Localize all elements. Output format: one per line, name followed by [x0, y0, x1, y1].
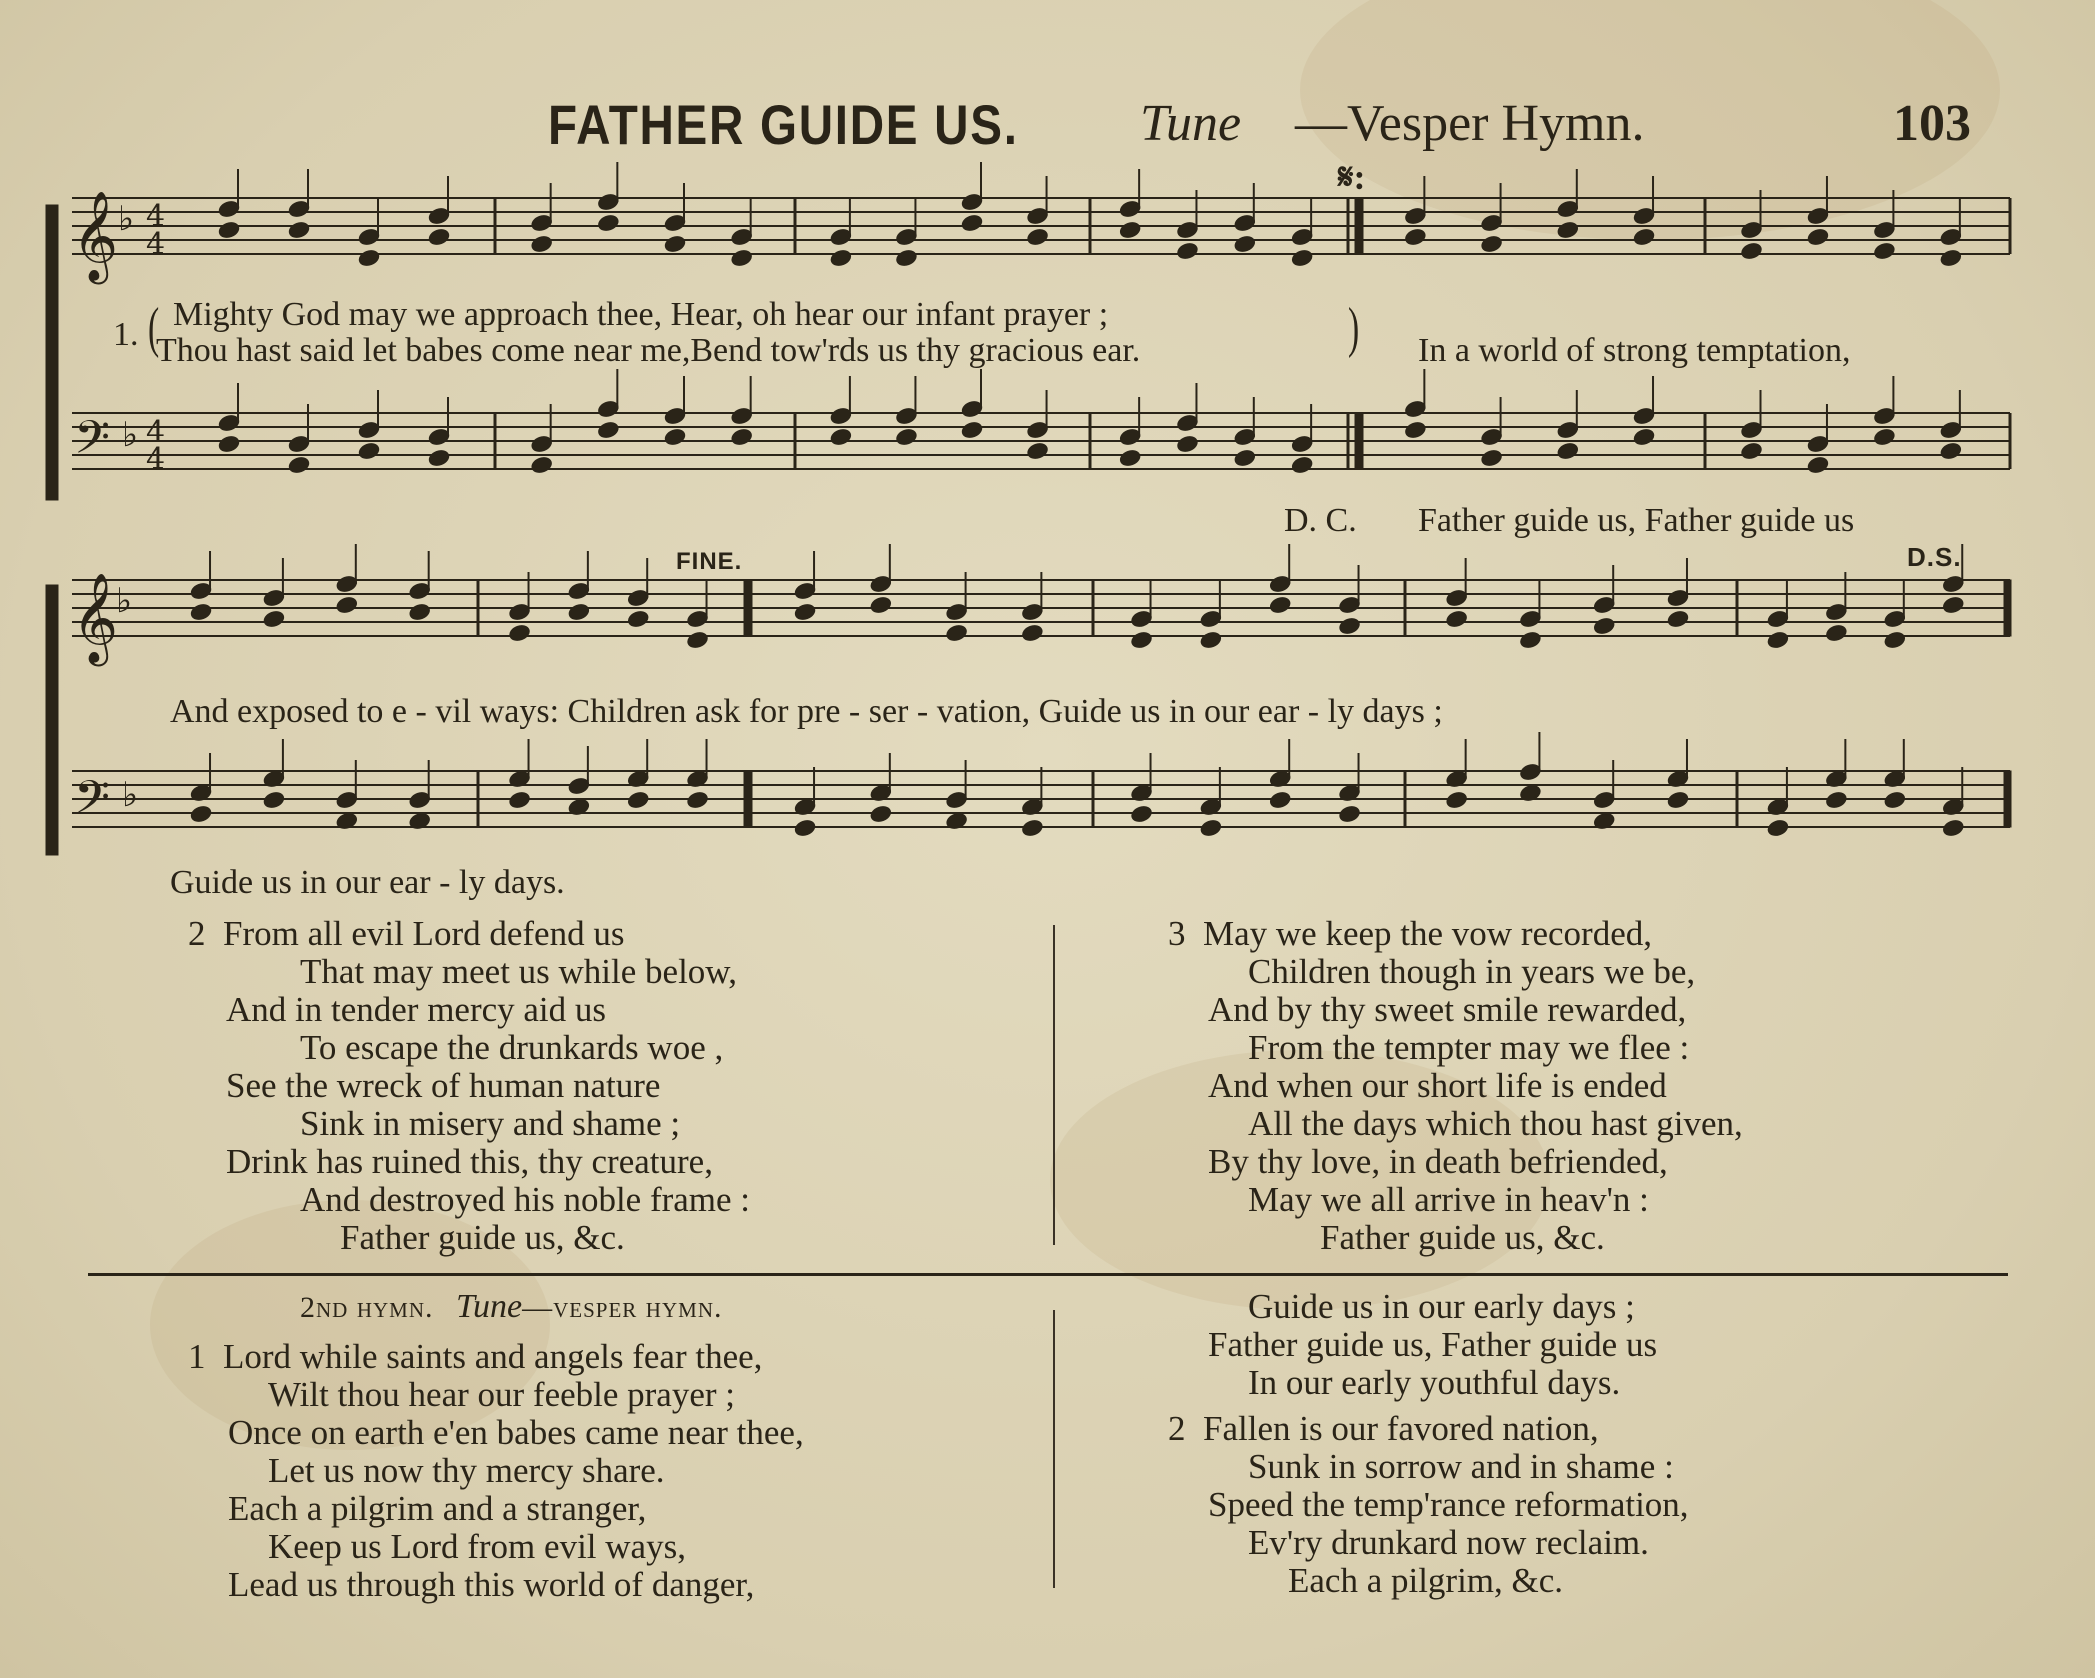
note-head: [217, 220, 241, 240]
double-bar: [1355, 198, 1362, 254]
note-head: [1118, 448, 1142, 468]
stanza-line: From the tempter may we flee :: [1248, 1028, 1690, 1067]
note-head: [895, 248, 919, 268]
hymn2-stanza-1: [188, 1338, 804, 1604]
note-head: [1556, 441, 1580, 461]
double-bar: [745, 580, 752, 636]
stanza-line: And destroyed his noble frame :: [300, 1180, 751, 1219]
stanza-line: Each a pilgrim and a stranger,: [228, 1489, 647, 1528]
note-head: [1632, 227, 1656, 247]
lyric-line: And exposed to e - vil ways: Children ask for pre - ser - vation, Guide us in our ear - ly days ;: [170, 693, 1443, 730]
stanza-line: Guide us in our early days ;: [1248, 1287, 1635, 1326]
note-head: [1939, 441, 1963, 461]
note-head: [1021, 818, 1045, 838]
stanza-line: That may meet us while below,: [300, 952, 738, 991]
note-head: [1766, 630, 1790, 650]
note-head: [626, 609, 650, 629]
note-head: [335, 595, 359, 615]
note-head: [1883, 630, 1907, 650]
note-head: [508, 790, 532, 810]
note-head: [357, 441, 381, 461]
note-head: [869, 804, 893, 824]
note-head: [1806, 227, 1830, 247]
note-head: [1233, 448, 1257, 468]
stanza-line: All the days which thou hast given,: [1248, 1104, 1743, 1143]
note-head: [1766, 818, 1790, 838]
note-head: [945, 623, 969, 643]
note-head: [730, 248, 754, 268]
dc-mark: D. C.: [1284, 502, 1357, 539]
segno-sign: 𝄋:: [1338, 157, 1366, 197]
note-head: [829, 248, 853, 268]
note-head: [427, 448, 451, 468]
stanza-line: And in tender mercy aid us: [226, 990, 607, 1029]
note-head: [408, 602, 432, 622]
stanza-number: 3: [1168, 914, 1186, 953]
note-head: [1176, 434, 1200, 454]
double-bar: [745, 771, 752, 827]
hymn2-tune-label: Tune: [456, 1288, 523, 1325]
note-head: [895, 427, 919, 447]
flat-sign-icon: ♭: [122, 775, 139, 815]
double-bar: [2004, 771, 2011, 827]
system-bar: [46, 205, 58, 500]
note-head: [730, 427, 754, 447]
note-head: [189, 804, 213, 824]
flat-sign-icon: ♭: [118, 199, 135, 239]
stanza-line: Father guide us, Father guide us: [1208, 1325, 1658, 1364]
note-head: [1176, 241, 1200, 261]
bass-lyric-line: Father guide us, Father guide us: [1418, 502, 1855, 539]
note-head: [1338, 616, 1362, 636]
note-head: [1338, 804, 1362, 824]
note-head: [1632, 427, 1656, 447]
note-head: [530, 455, 554, 475]
note-head: [1666, 790, 1690, 810]
note-head: [829, 427, 853, 447]
note-head: [287, 455, 311, 475]
note-head: [1806, 455, 1830, 475]
note-head: [597, 420, 621, 440]
right-brace: ): [1348, 297, 1360, 359]
stanza-line: To escape the drunkards woe ,: [300, 1028, 724, 1067]
stanza-line: Drink has ruined this, thy creature,: [226, 1142, 713, 1181]
stanza-line: Let us now thy mercy share.: [268, 1451, 665, 1490]
time-signature: 4: [146, 199, 166, 234]
tune-label: Tune: [1140, 95, 1242, 152]
note-head: [1290, 455, 1314, 475]
note-head: [1883, 790, 1907, 810]
left-brace: (: [148, 297, 160, 359]
note-head: [1519, 630, 1543, 650]
note-head: [1404, 420, 1428, 440]
lyric-line: Thou hast said let babes come near me,Bend tow'rds us thy gracious ear.: [156, 332, 1141, 369]
column-divider: [1053, 925, 1055, 1245]
note-head: [530, 234, 554, 254]
stanza-line: Once on earth e'en babes came near thee,: [228, 1413, 804, 1452]
note-head: [1740, 241, 1764, 261]
stanza-line: By thy love, in death befriended,: [1208, 1142, 1668, 1181]
note-head: [1290, 248, 1314, 268]
treble-clef-icon: 𝄞: [72, 573, 119, 663]
note-head: [1556, 220, 1580, 240]
hymn-title: FATHER GUIDE US.: [548, 93, 1019, 156]
note-head: [189, 602, 213, 622]
note-head: [1026, 441, 1050, 461]
flat-sign-icon: ♭: [116, 581, 133, 621]
stanza-line: See the wreck of human nature: [226, 1066, 661, 1105]
note-head: [686, 790, 710, 810]
note-head: [427, 227, 451, 247]
note-head: [1939, 248, 1963, 268]
stanza-line: And when our short life is ended: [1208, 1066, 1667, 1105]
note-head: [287, 220, 311, 240]
note-head: [793, 602, 817, 622]
flat-sign-icon: ♭: [122, 415, 139, 455]
stanza-line: Lord while saints and angels fear thee,: [223, 1337, 763, 1376]
note-head: [1130, 804, 1154, 824]
note-head: [1268, 595, 1292, 615]
note-head: [1199, 818, 1223, 838]
hymn2-continuation: [1208, 1288, 1657, 1402]
note-head: [262, 609, 286, 629]
note-head: [1825, 790, 1849, 810]
note-head: [1480, 448, 1504, 468]
note-head: [1130, 630, 1154, 650]
note-head: [217, 434, 241, 454]
note-head: [1941, 595, 1965, 615]
note-head: [1026, 227, 1050, 247]
note-head: [1825, 623, 1849, 643]
time-signature: 4: [146, 442, 166, 477]
section-divider: [88, 1273, 2008, 1276]
note-head: [1592, 616, 1616, 636]
bass-clef-icon: 𝄢: [74, 771, 111, 836]
note-head: [1445, 790, 1469, 810]
ds-mark: D.S.: [1907, 542, 1962, 572]
note-head: [508, 623, 532, 643]
note-head: [1021, 623, 1045, 643]
stanza-line: Sink in misery and shame ;: [300, 1104, 681, 1143]
hymn2-stanza-2: [1168, 1410, 1689, 1600]
stanza-line: Speed the temp'rance reformation,: [1208, 1485, 1689, 1524]
lyric-line: In a world of strong temptation,: [1418, 332, 1851, 369]
verse-number: 1.: [113, 316, 139, 353]
stanza-2: [188, 915, 750, 1257]
stanza-line: Wilt thou hear our feeble prayer ;: [268, 1375, 735, 1414]
note-head: [262, 790, 286, 810]
stanza-line: Keep us Lord from evil ways,: [268, 1527, 686, 1566]
note-head: [793, 818, 817, 838]
note-head: [1199, 630, 1223, 650]
note-head: [960, 420, 984, 440]
tune-name: —Vesper Hymn.: [1295, 95, 1645, 152]
note-head: [1445, 609, 1469, 629]
note-head: [567, 602, 591, 622]
note-head: [1740, 441, 1764, 461]
time-signature: 4: [146, 227, 166, 262]
note-head: [663, 234, 687, 254]
note-head: [1941, 818, 1965, 838]
note-head: [1404, 227, 1428, 247]
stanza-line: May we all arrive in heav'n :: [1248, 1180, 1649, 1219]
column-divider: [1053, 1310, 1055, 1588]
stanza-line: Ev'ry drunkard now reclaim.: [1248, 1523, 1649, 1562]
stanza-number: 1: [188, 1337, 206, 1376]
double-bar: [2004, 580, 2011, 636]
system-bar: [46, 585, 58, 855]
bass-lyric-line: Guide us in our ear - ly days.: [170, 864, 565, 901]
treble-clef-icon: 𝄞: [72, 191, 119, 281]
hymn2-heading: [300, 1288, 722, 1326]
note-head: [686, 630, 710, 650]
time-signature: 4: [146, 415, 166, 450]
stanza-line: Each a pilgrim, &c.: [1288, 1561, 1564, 1600]
note-head: [1118, 220, 1142, 240]
stanza-line: Father guide us, &c.: [1320, 1218, 1605, 1257]
hymn2-label: 2nd hymn.: [300, 1291, 434, 1324]
stanza-line: In our early youthful days.: [1248, 1363, 1621, 1402]
note-head: [869, 595, 893, 615]
hymn2-tune-name: —vesper hymn.: [522, 1291, 723, 1324]
note-head: [1873, 241, 1897, 261]
note-head: [663, 427, 687, 447]
stanza-3: [1168, 915, 1743, 1257]
stanza-line: May we keep the vow recorded,: [1203, 914, 1652, 953]
bass-clef-icon: 𝄢: [74, 411, 111, 476]
page-number: 103: [1893, 95, 1971, 152]
fine-mark: FINE.: [676, 548, 743, 575]
stanza-line: Sunk in sorrow and in shame :: [1248, 1447, 1674, 1486]
stanza-line: Father guide us, &c.: [340, 1218, 625, 1257]
stanza-number: 2: [1168, 1409, 1186, 1448]
stanza-line: Fallen is our favored nation,: [1203, 1409, 1599, 1448]
stanza-line: From all evil Lord defend us: [223, 914, 625, 953]
note-head: [1666, 609, 1690, 629]
note-head: [960, 213, 984, 233]
note-head: [1233, 234, 1257, 254]
note-head: [1268, 790, 1292, 810]
stanza-line: Lead us through this world of danger,: [228, 1565, 755, 1604]
stanza-line: And by thy sweet smile rewarded,: [1208, 990, 1687, 1029]
note-head: [597, 213, 621, 233]
stanza-line: Children though in years we be,: [1248, 952, 1696, 991]
double-bar: [1355, 413, 1362, 469]
stanza-number: 2: [188, 914, 206, 953]
note-head: [1873, 427, 1897, 447]
note-head: [626, 790, 650, 810]
lyric-line: Mighty God may we approach thee, Hear, oh hear our infant prayer ;: [173, 296, 1109, 333]
note-head: [1480, 234, 1504, 254]
note-head: [357, 248, 381, 268]
